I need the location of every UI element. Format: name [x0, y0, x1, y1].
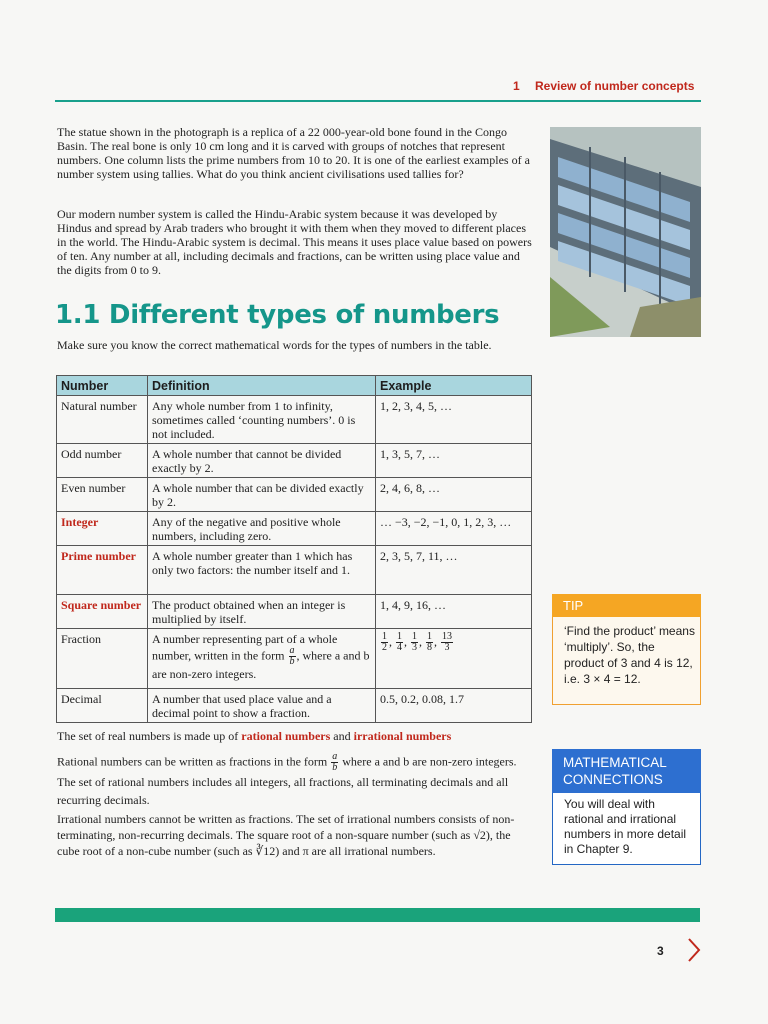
rational-part2: where a and b are non-zero integers. The set of rational numbers includes all integers, all fractions, all terminating decimals and all recurring decimals.: [57, 754, 517, 807]
irrational-part1: Irrational numbers cannot be written as fractions. The set of irrational numbers consists of non-terminating, non-recurring decimals. The square root of a non-square number (such as: [57, 812, 515, 842]
rational-part1: Rational numbers can be written as fractions in the form: [57, 754, 331, 769]
example-fraction-num: 1: [412, 631, 417, 642]
chapter-title: Review of number concepts: [535, 79, 695, 93]
footer-bar: [55, 908, 700, 922]
fraction-denominator: b: [332, 762, 338, 773]
section-intro: Make sure you know the correct mathematical words for the types of numbers in the table.: [57, 338, 492, 352]
definition-cell: Any of the negative and positive whole numbers, including zero.: [148, 512, 376, 546]
example-cell: 1, 4, 9, 16, …: [376, 595, 532, 629]
example-cell: 0.5, 0.2, 0.08, 1.7: [376, 689, 532, 723]
example-fraction: [426, 632, 433, 653]
definition-cell: A whole number greater than 1 which has only two factors: the number itself and 1.: [148, 546, 376, 595]
example-fraction-den: 4: [397, 642, 402, 653]
rational-numbers-term: rational numbers: [241, 729, 331, 743]
math-connections-heading: MATHEMATICAL CONNECTIONS: [552, 749, 701, 793]
definition-cell: The product obtained when an integer is multiplied by itself.: [148, 595, 376, 629]
table-header-row: [57, 376, 532, 396]
table-header-number: Number: [57, 376, 148, 396]
table-row: [57, 595, 532, 629]
definition-cell: A number that used place value and a decimal point to show a fraction.: [148, 689, 376, 723]
term-cell: Fraction: [57, 629, 148, 689]
table-header-example: Example: [376, 376, 532, 396]
intro-paragraph-1: The statue shown in the photograph is a replica of a 22 000-year-old bone found in the Congo Basin. The real bone is only 10 cm long and it is carved with groups of notches that represent numbers. One column lists the prime numbers from 10 to 20. It is one of the earliest examples of a number system using tallies. What do you think ancient civilisations used tallies for?: [57, 125, 530, 181]
table-row: [57, 444, 532, 478]
table-row: [57, 546, 532, 595]
chapter-number: 1: [513, 79, 520, 93]
real-numbers-prefix: The set of real numbers is made up of: [57, 729, 242, 743]
example-fraction-num: 1: [427, 631, 432, 642]
fraction-definition-part2: , where a and b are non-zero integers.: [152, 648, 370, 681]
irrational-numbers-term: irrational numbers: [353, 729, 452, 743]
sqrt-2: √2: [473, 828, 486, 842]
example-fraction: [381, 632, 388, 653]
definition-cell: [148, 629, 376, 689]
photo-illustration: [550, 127, 701, 337]
table-row: [57, 396, 532, 444]
term-cell: Even number: [57, 478, 148, 512]
term-cell: Square number: [57, 595, 148, 629]
intro-paragraph-2: Our modern number system is called the Hindu-Arabic system because it was developed by Hindus and spread by Arab traders who brought it with them when they moved to different places in the world. The Hindu-Arabic system is decimal. This means it uses place value based on powers of ten. Any number at all, including decimals and fractions, can be written using place value and the digits from 0 to 9.: [57, 207, 532, 277]
header-rule: [55, 100, 701, 102]
example-fraction-den: 2: [382, 642, 387, 653]
example-cell: … −3, −2, −1, 0, 1, 2, 3, …: [376, 512, 532, 546]
math-connections-text: You will deal with rational and irrational numbers in more detail in Chapter 9.: [564, 797, 687, 856]
table-row: [57, 689, 532, 723]
real-numbers-and: and: [330, 729, 354, 743]
page-number: 3: [657, 944, 664, 958]
rational-numbers-paragraph: [57, 752, 527, 809]
number-types-table: [56, 375, 532, 723]
table-row: [57, 629, 532, 689]
example-fraction: [396, 632, 403, 653]
term-cell: Decimal: [57, 689, 148, 723]
tip-text: ‘Find the product’ means ‘multiply’. So, the product of 3 and 4 is 12, i.e. 3 × 4 = 12.: [564, 624, 695, 686]
term-cell: Prime number: [57, 546, 148, 595]
example-fraction: [441, 632, 453, 653]
section-title: 1.1 Different types of numbers: [55, 300, 500, 330]
fraction-a-over-b: [331, 752, 338, 773]
example-cell: $\frac{1}{2}$ , $\frac{1}{4}$ , $\frac{1}{3}$ , $\frac{1}{8}$ , $\frac{13}{3}$: [376, 629, 532, 689]
example-fraction-den: 3: [444, 642, 450, 653]
fraction-a-over-b: [289, 646, 296, 667]
irrational-part3: ) and π are all irrational numbers.: [275, 844, 436, 858]
chevron-right-icon: [686, 937, 702, 963]
example-cell: 1, 2, 3, 4, 5, …: [376, 396, 532, 444]
example-fraction-num: 1: [397, 631, 402, 642]
statue-photograph: [550, 127, 701, 337]
definition-cell: Any whole number from 1 to infinity, sometimes called ‘counting numbers’. 0 is not included.: [148, 396, 376, 444]
fraction-definition-part1: A number representing part of a whole number, written in the form: [152, 632, 338, 663]
cube-root-12: ∛12: [255, 844, 276, 858]
fraction-denominator: b: [289, 656, 295, 667]
example-fraction-den: 8: [427, 642, 432, 653]
example-cell: 2, 3, 5, 7, 11, …: [376, 546, 532, 595]
example-fraction: [411, 632, 418, 653]
example-cell: 2, 4, 6, 8, …: [376, 478, 532, 512]
definition-cell: A whole number that can be divided exactly by 2.: [148, 478, 376, 512]
tip-heading: TIP: [552, 594, 701, 617]
table-row: [57, 478, 532, 512]
term-cell: Natural number: [57, 396, 148, 444]
term-cell: Odd number: [57, 444, 148, 478]
table-header-definition: Definition: [148, 376, 376, 396]
irrational-numbers-paragraph: [57, 811, 527, 859]
term-cell: Integer: [57, 512, 148, 546]
next-page-chevron-icon[interactable]: [686, 937, 702, 963]
real-numbers-sentence: [57, 729, 527, 743]
example-fraction-num: 13: [442, 631, 452, 642]
example-fraction-den: 3: [412, 642, 417, 653]
fraction-numerator: a: [289, 645, 295, 656]
example-cell: 1, 3, 5, 7, …: [376, 444, 532, 478]
table-row: [57, 512, 532, 546]
irrational-part2: ), the cube root of a non-cube number (such as: [57, 828, 511, 858]
definition-cell: A whole number that cannot be divided exactly by 2.: [148, 444, 376, 478]
fraction-numerator: a: [332, 751, 338, 762]
example-fraction-num: 1: [382, 631, 387, 642]
